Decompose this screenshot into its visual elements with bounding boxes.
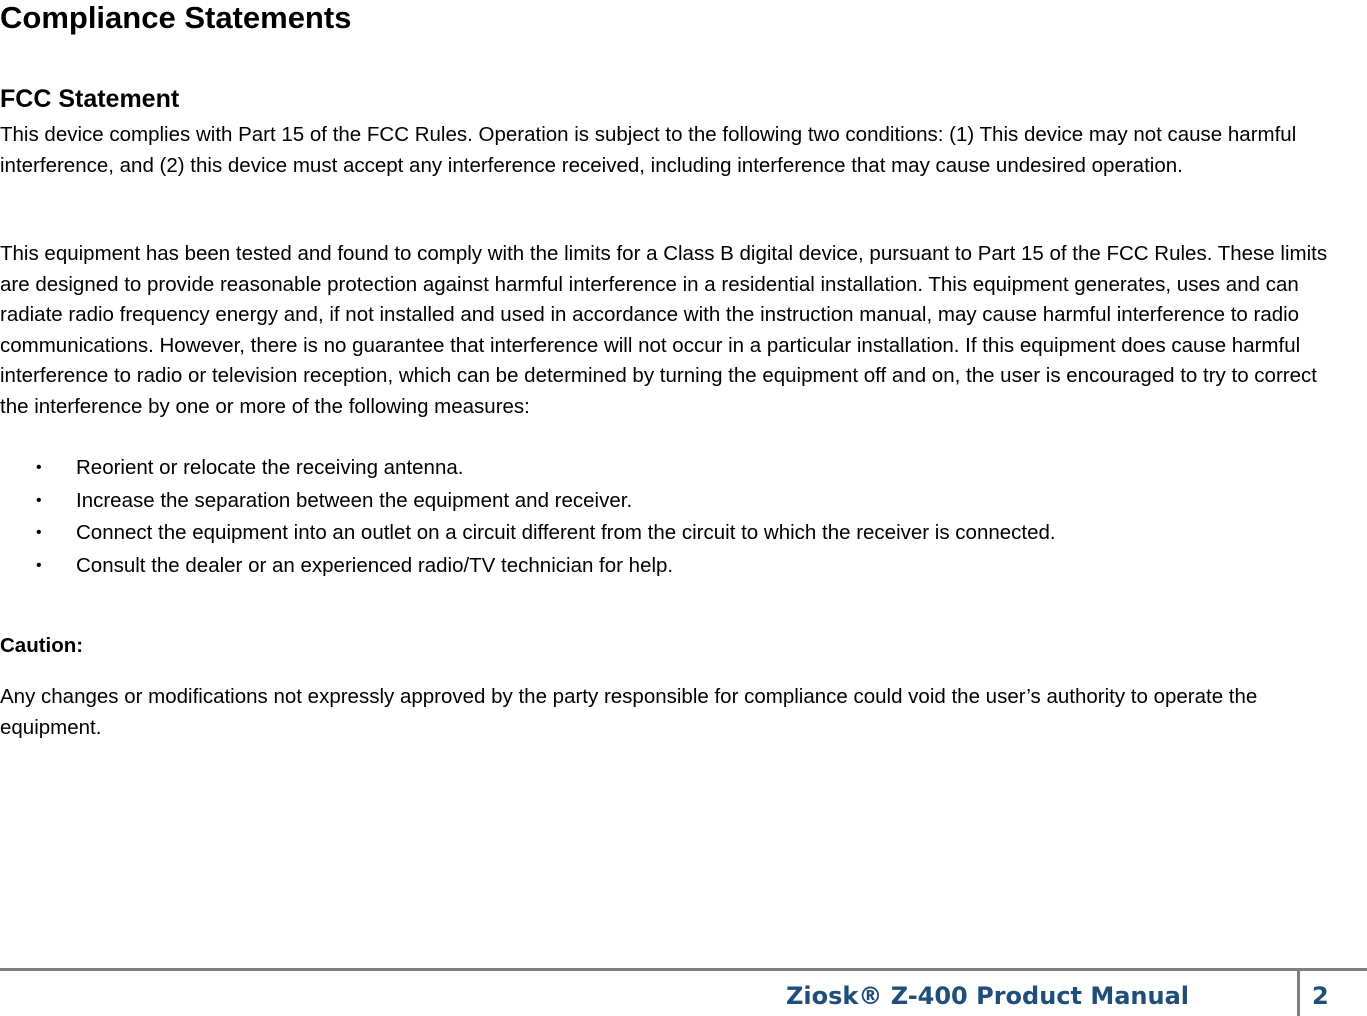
- bullet-icon: •: [36, 524, 42, 541]
- list-item: [0, 550, 1056, 583]
- caution-paragraph: Any changes or modifications not expressly approved by the party responsible for compliance could void the user’s authority to operate the equipment.: [0, 685, 1258, 739]
- measure-text: Reorient or relocate the receiving antenna.: [76, 456, 464, 479]
- class-b-limits-paragraph: This equipment has been tested and found to comply with the limits for a Class B digital device, pursuant to Part 15 of the FCC Rules. These limits are designed to provide reasonable protection against harmful interference in a residential installation. This equipment generates, uses and can radiate radio frequency energy and, if not installed and used in accordance with the instruction manual, may cause harmful interference to radio communications. However, there is no guarantee that interference will not occur in a particular installation. If this equipment does cause harmful interference to radio or television reception, which can be determined by turning the equipment off and on, the user is encouraged to try to correct the interference by one or more of the following measures:: [0, 242, 1328, 418]
- footer-manual-title: Ziosk® Z-400 Product Manual: [786, 982, 1190, 1010]
- bullet-icon: •: [36, 491, 42, 509]
- page-title: Compliance Statements: [0, 0, 352, 35]
- caution-heading: Caution:: [0, 634, 84, 657]
- list-item: [0, 485, 1056, 518]
- footer-page-number: 2: [1312, 982, 1329, 1010]
- measure-text: Consult the dealer or an experienced radio/TV technician for help.: [76, 553, 674, 577]
- list-item: [0, 517, 1056, 550]
- fcc-compliance-paragraph: This device complies with Part 15 of the FCC Rules. Operation is subject to the following two conditions: (1) This device may not cause harmful interference, and (2) this device must accept any interference received, including interference that may cause undesired operation.: [0, 123, 1297, 177]
- footer-rule: [0, 968, 1367, 971]
- interference-measures-list: [0, 452, 1056, 582]
- measure-text: Connect the equipment into an outlet on a circuit different from the circuit to which the receiver is connected.: [76, 521, 1056, 544]
- bullet-icon: •: [36, 556, 42, 574]
- bullet-icon: •: [36, 459, 42, 476]
- footer-divider: [1297, 968, 1300, 1016]
- fcc-statement-heading: FCC Statement: [0, 85, 180, 113]
- measure-text: Increase the separation between the equipment and receiver.: [76, 488, 633, 512]
- list-item: [0, 452, 1056, 485]
